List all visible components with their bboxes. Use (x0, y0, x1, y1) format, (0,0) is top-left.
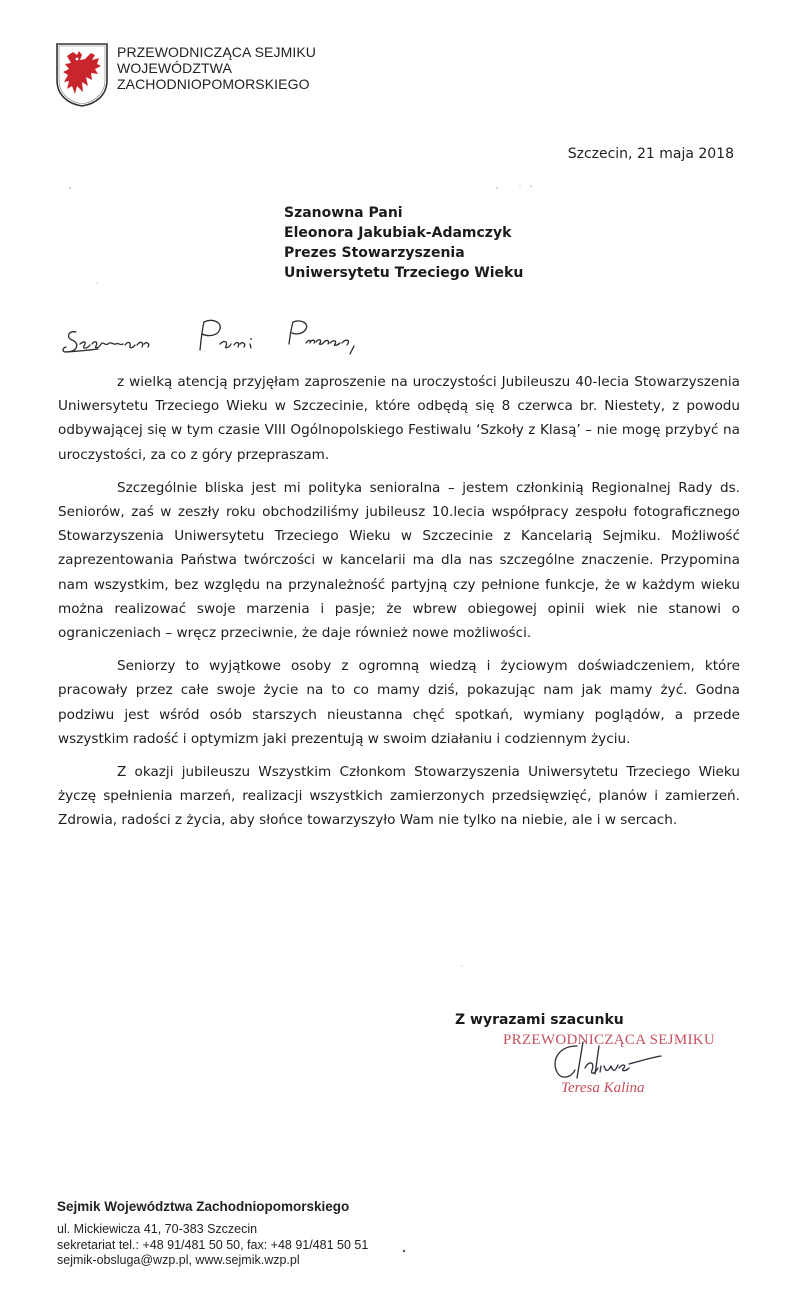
recipient-line: Eleonora Jakubiak-Adamczyk (284, 225, 512, 241)
stamp-title: PRZEWODNICZĄCA SEJMIKU (503, 1032, 716, 1048)
recipient-line: Prezes Stowarzyszenia (284, 245, 465, 261)
letter-footer (57, 1199, 368, 1269)
letter-body (58, 370, 740, 842)
issuer-header-line: ZACHODNIOPOMORSKIEGO (117, 76, 310, 92)
handwritten-salutation (60, 310, 390, 362)
footer-phones: sekretariat tel.: +48 91/481 50 50, fax: +48 91/481 50 51 (57, 1237, 369, 1252)
issuer-header-line: WOJEWÓDZTWA (117, 60, 232, 76)
handwritten-signature (537, 1038, 677, 1084)
letter-date: Szczecin, 21 maja 2018 (567, 146, 734, 162)
footer-organization: Sejmik Województwa Zachodniopomorskiego (57, 1199, 350, 1214)
recipient-line: Uniwersytetu Trzeciego Wieku (284, 265, 524, 281)
body-paragraph: Szczególnie bliska jest mi polityka senioralna – jestem członkinią Regionalnej Rady ds. Seniorów, zaś w zeszły roku obchodziliśmy jubileusz 10.lecia współpracy zespołu fotograficznego Stowarzyszenia Uniwersytetu Trzeciego Wieku w Szczecinie z Kancelarią Sejmiku. Możliwość zaprezentowania Państwa twórczości w kancelarii ma dla nas szczególne znaczenie. Przypomina nam wszystkim, bez względu na przynależność partyjną czy pełnione funkcje, że w każdym wieku można realizować swoje marzenia i pasje; że wbrew obiegowej opinii wiek nie stanowi o ograniczeniach – wręcz przeciwnie, że daje również nowe możliwości. (58, 479, 740, 642)
body-paragraph: Seniorzy to wyjątkowe osoby z ogromną wiedzą i życiowym doświadczeniem, które pracowały przez całe swoje życie na to co mamy dziś, pokazując nam jak mamy żyć. Godna podziwu jest wśród osób starszych nieustanna chęć spotkań, wymiany poglądów, a przede wszystkim radość i optymizm jaki prezentują w swoim działaniu i codziennym życiu. (58, 658, 740, 747)
footer-contact: sejmik-obsluga@wzp.pl, www.sejmik.wzp.pl (57, 1253, 300, 1267)
issuer-header-line: PRZEWODNICZĄCA SEJMIKU (117, 44, 316, 60)
recipient-block (284, 203, 523, 283)
issuer-header (117, 44, 316, 92)
footer-address: ul. Mickiewicza 41, 70-383 Szczecin (57, 1222, 258, 1236)
griffin-crest-icon (55, 42, 109, 108)
stamp-signatory-name: Teresa Kalina (561, 1080, 645, 1096)
body-paragraph: Z okazji jubileuszu Wszystkim Członkom Stowarzyszenia Uniwersytetu Trzeciego Wieku życzę spełnienia marzeń, realizacji wszystkich zamierzonych przedsięwzięć, planów i zamierzeń. Zdrowia, radości z życia, aby słońce towarzyszyło Wam nie tylko na niebie, ale i w sercach. (58, 764, 740, 829)
body-paragraph: z wielką atencją przyjęłam zaproszenie na uroczystości Jubileuszu 40-lecia Stowarzyszenia Uniwersytetu Trzeciego Wieku w Szczecinie, które odbędą się 8 czerwca br. Niestety, z powodu odbywającej się w tym czasie VIII Ogólnopolskiego Festiwalu ‘Szkoły z Klasą’ – nie mogę przybyć na uroczystości, za co z góry przepraszam. (58, 374, 740, 463)
official-stamp (503, 1032, 743, 1104)
recipient-line: Szanowna Pani (284, 205, 403, 221)
closing-phrase: Z wyrazami szacunku (455, 1012, 624, 1028)
